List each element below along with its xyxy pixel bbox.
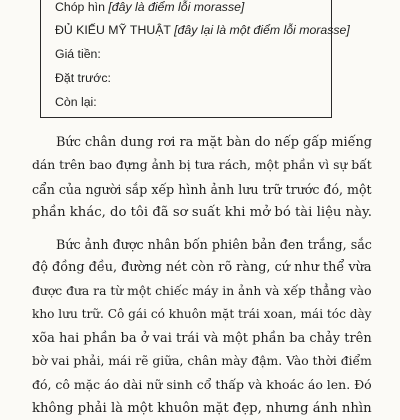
cover-note: [đây là điểm lỗi morasse] bbox=[108, 0, 245, 14]
remaining-label: Còn lại: bbox=[55, 95, 97, 109]
paragraph-2-line: độ đồng đều, đường nét còn rõ ràng, cứ như thể vừa bbox=[32, 260, 372, 276]
style-note: [đây lại là một điểm lỗi morasse] bbox=[174, 23, 350, 37]
form-line-price bbox=[55, 46, 101, 62]
paragraph-2-line: đó, cô mặc áo dài nữ sinh cổ thấp và khoác áo len. Đó bbox=[32, 377, 372, 393]
style-label: ĐỦ KIẾU MỸ THUẬT bbox=[55, 23, 171, 37]
price-label: Giá tiền: bbox=[55, 47, 101, 61]
paragraph-2-line: Bức ảnh được nhân bốn phiên bản đen trắng, sắc bbox=[56, 237, 372, 252]
form-line-cover bbox=[55, 0, 244, 15]
paragraph-2-line: không phải là một khuôn mặt đẹp, nhưng ánh nhìn bbox=[32, 400, 372, 416]
paragraph-1-line: cẩn của người sắp xếp hình ảnh lưu trữ trước đó, một bbox=[32, 181, 372, 197]
paragraph-2-line: được đưa ra từ một chiếc máy in ảnh và xếp thẳng vào bbox=[32, 283, 372, 298]
paragraph-1-line: dán trên bao đựng ảnh bị tưa rách, một phần vì sự bất bbox=[32, 158, 372, 173]
paragraph-1-line: Bức chân dung rơi ra mặt bàn do nếp gấp miếng bbox=[56, 135, 372, 150]
paragraph-2 bbox=[32, 233, 372, 420]
form-line-remaining bbox=[55, 94, 97, 110]
form-line-deposit bbox=[55, 70, 111, 86]
form-line-style bbox=[55, 22, 350, 38]
deposit-label: Đặt trước: bbox=[55, 71, 111, 85]
cover-label: Chóp hìn bbox=[55, 0, 105, 14]
paragraph-2-line: bờ vai phải, mái rẽ giữa, chân mày đậm. Vào thời điểm bbox=[32, 354, 372, 369]
paragraph-1-line: phần khác, do tôi đã sơ suất khi mở bó tài liệu này. bbox=[32, 205, 372, 221]
paragraph-2-line: xõa hai phần ba ở vai trái và một phần ba chảy trên bbox=[32, 330, 372, 346]
paragraph-2-line: kho lưu trữ. Cô gái có khuôn mặt trái xoan, mái tóc dày bbox=[32, 307, 372, 322]
paragraph-1 bbox=[32, 131, 372, 225]
